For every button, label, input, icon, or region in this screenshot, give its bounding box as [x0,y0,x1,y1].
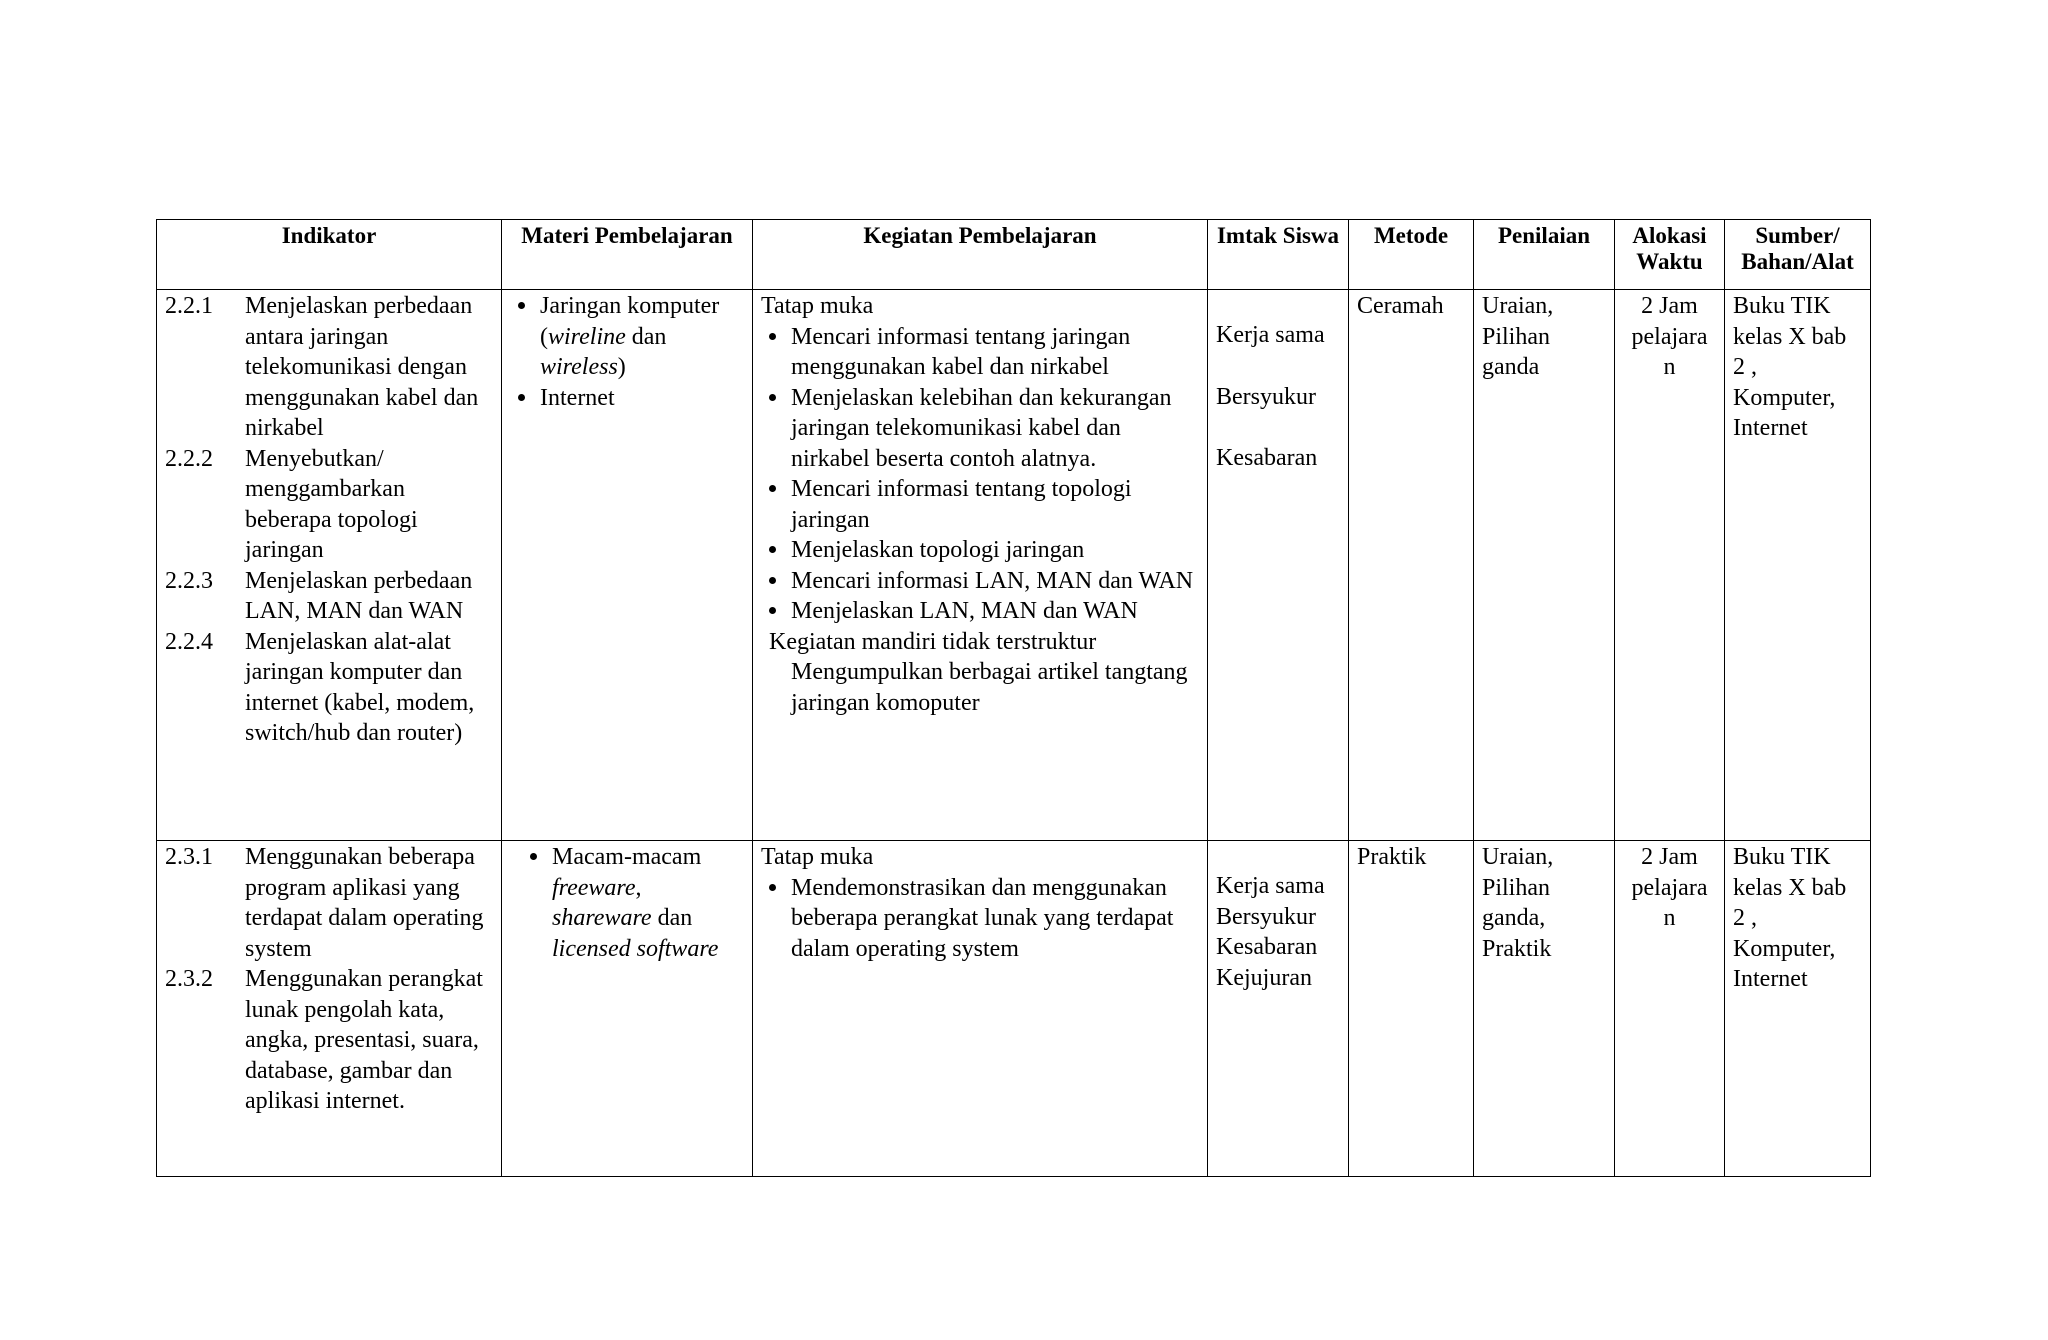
indikator-item [165,444,493,566]
alokasi-cell: 2 Jam pelajara n [1615,290,1725,841]
penilaian-cell: Uraian, Pilihan ganda, Praktik [1474,841,1615,1177]
indikator-number: 2.2.1 [165,293,213,319]
kegiatan-item: Mencari informasi tentang topologi jaringan [761,474,1199,535]
imtak-item: Kejujuran [1216,964,1312,991]
kegiatan-list [761,873,1199,965]
indikator-item [165,964,493,1117]
materi-list [522,842,744,964]
imtak-list [1216,291,1340,474]
imtak-item: Bersyukur [1216,383,1316,410]
indikator-item [165,627,493,749]
header-materi: Materi Pembelajaran [502,220,753,290]
kegiatan-cell [753,290,1208,841]
header-metode: Metode [1349,220,1474,290]
indikator-cell [157,290,502,841]
header-imtak: Imtak Siswa [1208,220,1349,290]
materi-item: Internet [510,383,744,414]
materi-list [510,291,744,413]
materi-item: Jaringan komputer (wireline dan wireless) [510,291,744,383]
indikator-text: Menjelaskan alat-alat jaringan komputer dan internet (kabel, modem, switch/hub dan router) [245,628,475,746]
header-alokasi: Alokasi Waktu [1615,220,1725,290]
kegiatan-item: Mencari informasi tentang jaringan menggunakan kabel dan nirkabel [761,322,1199,383]
indikator-item [165,291,493,444]
indikator-text: Menggunakan perangkat lunak pengolah kata, angka, presentasi, suara, database, gambar dan aplikasi internet. [245,966,483,1114]
indikator-cell [157,841,502,1177]
metode-cell: Ceramah [1349,290,1474,841]
imtak-item: Kesabaran [1216,445,1318,471]
penilaian-cell: Uraian, Pilihan ganda [1474,290,1615,841]
imtak-cell [1208,290,1349,841]
indikator-text: Menggunakan beberapa program aplikasi yang terdapat dalam operating system [245,844,484,962]
alokasi-cell: 2 Jam pelajara n [1615,841,1725,1177]
kegiatan-item: Mencari informasi LAN, MAN dan WAN [761,566,1199,597]
imtak-item: Kerja sama [1216,873,1325,899]
header-sumber: Sumber/ Bahan/Alat [1725,220,1871,290]
imtak-item: Bersyukur [1216,903,1316,930]
indikator-text: Menjelaskan perbedaan antara jaringan telekomunikasi dengan menggunakan kabel dan nirkabel [245,293,479,441]
kegiatan-item: Menjelaskan LAN, MAN dan WAN [761,596,1199,627]
materi-cell [502,841,753,1177]
metode-cell: Praktik [1349,841,1474,1177]
mandiri-text: Mengumpulkan berbagai artikel tangtang jaringan komoputer [791,659,1188,716]
indikator-number: 2.2.2 [165,445,213,472]
indikator-number: 2.3.2 [165,966,213,992]
indikator-number: 2.2.3 [165,567,213,594]
header-row [157,220,1871,290]
sumber-cell: Buku TIK kelas X bab 2 , Komputer, Internet [1725,290,1871,841]
indikator-number: 2.3.1 [165,844,213,870]
kegiatan-cell [753,841,1208,1177]
indikator-item [165,842,493,964]
kegiatan-item: Menjelaskan kelebihan dan kekurangan jaringan telekomunikasi kabel dan nirkabel beserta contoh alatnya. [761,383,1199,475]
imtak-list [1216,842,1340,993]
header-kegiatan: Kegiatan Pembelajaran [753,220,1208,290]
kegiatan-item: Menjelaskan topologi jaringan [761,535,1199,566]
imtak-item: Kesabaran [1216,934,1318,960]
indikator-text: Menjelaskan perbedaan LAN, MAN dan WAN [245,567,473,624]
indikator-number: 2.2.4 [165,628,213,655]
materi-item: Macam-macam freeware, shareware dan licensed software [522,842,744,964]
materi-cell [502,290,753,841]
mandiri-heading: Kegiatan mandiri tidak terstruktur [769,628,1097,655]
syllabus-table [156,219,1871,1177]
sumber-cell: Buku TIK kelas X bab 2 , Komputer, Internet [1725,841,1871,1177]
table-row [157,290,1871,841]
table-row [157,841,1871,1177]
kegiatan-heading: Tatap muka [761,293,874,319]
indikator-text: Menyebutkan/ menggambarkan beberapa topologi jaringan [245,445,418,563]
header-indikator: Indikator [157,220,502,290]
imtak-item: Kerja sama [1216,322,1325,348]
kegiatan-list [761,322,1199,627]
kegiatan-heading: Tatap muka [761,844,874,870]
header-penilaian: Penilaian [1474,220,1615,290]
kegiatan-item: Mendemonstrasikan dan menggunakan beberapa perangkat lunak yang terdapat dalam operating system [761,873,1199,965]
indikator-item [165,566,493,627]
imtak-cell [1208,841,1349,1177]
